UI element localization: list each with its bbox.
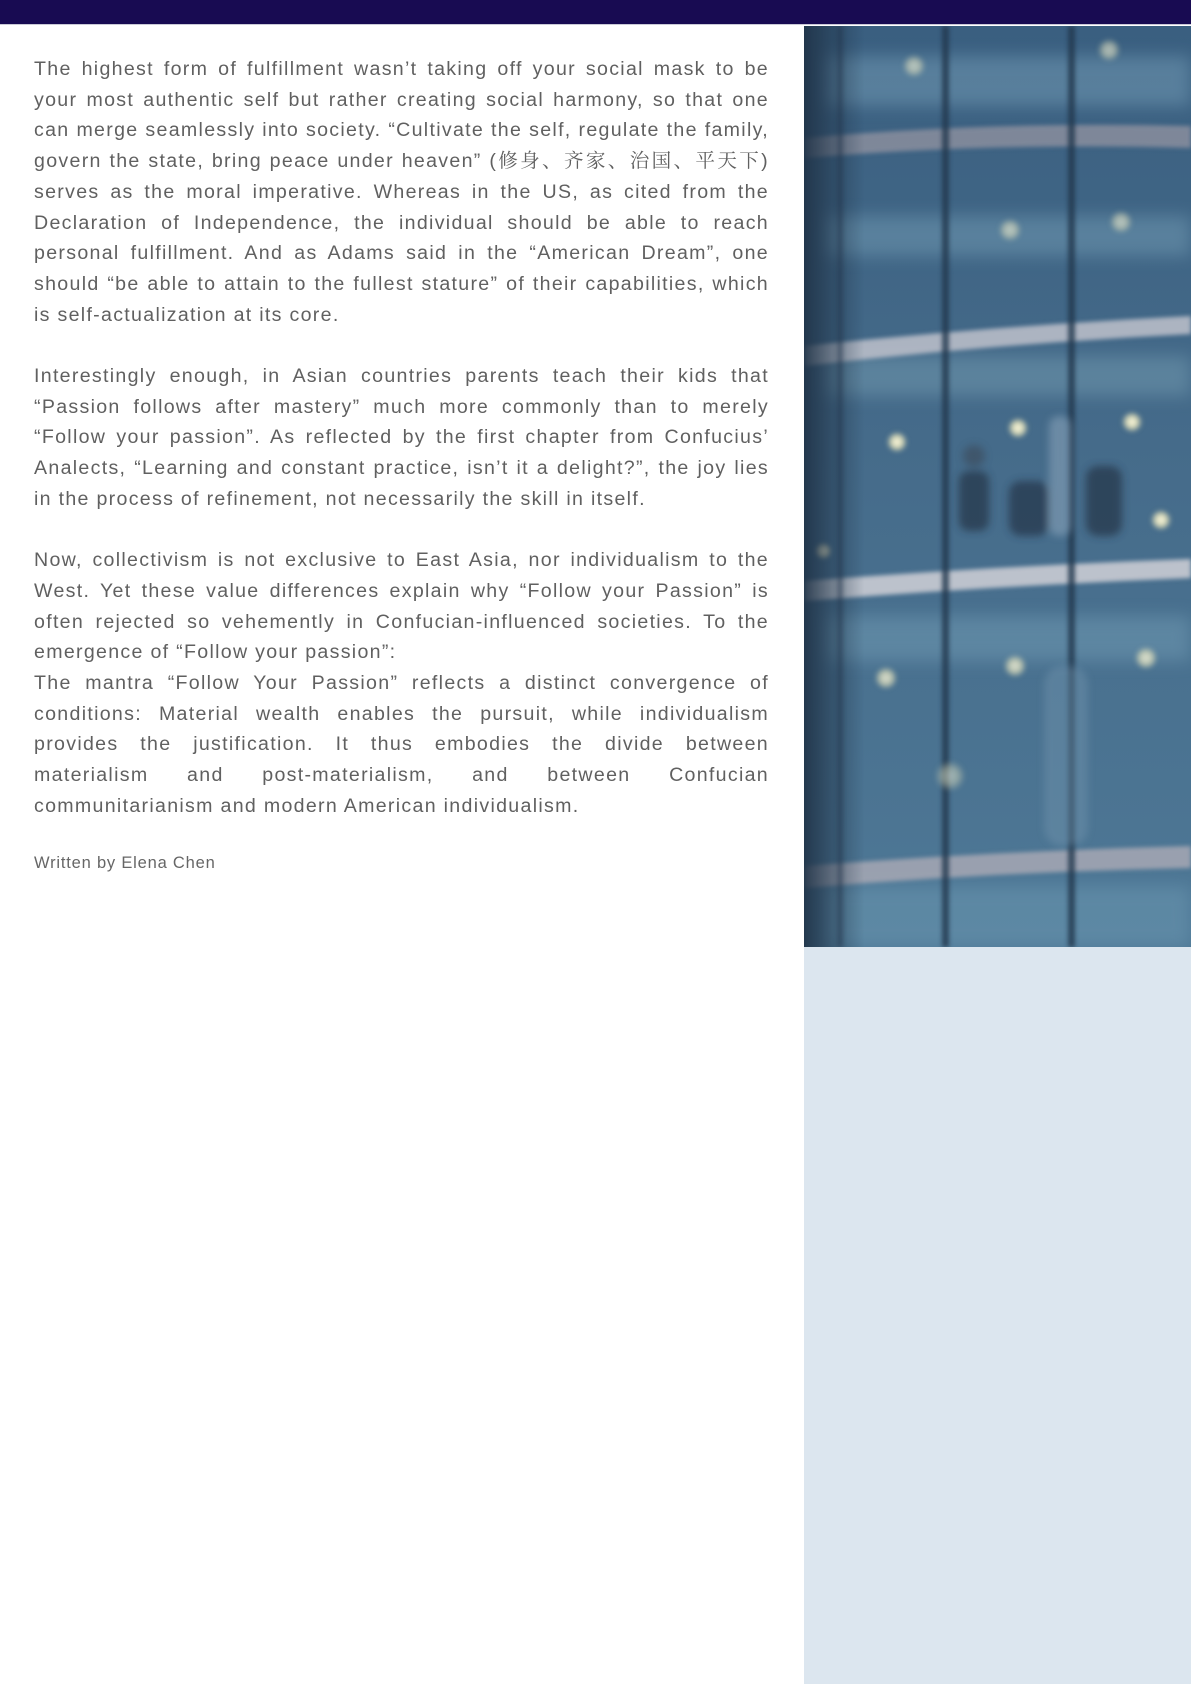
paragraph-1: The highest form of fulfillment wasn’t taking off your social mask to be your most authentic self but rather creating social harmony, so that one can merge seamlessly into society. “Cultivate the self, regulate the family, govern the state, bring peace under heaven” (修身、齐家、治国、平天下) serves as the moral imperative. Whereas in the US, as cited from the Declaration of Independence, the individual should be able to reach personal fulfillment. And as Adams said in the “American Dream”, one should “be able to attain to the fullest stature” of their capabilities, which is self-actualization at its core.	[34, 58, 769, 326]
top-bar	[0, 0, 1191, 25]
glass-facade-image	[804, 26, 1191, 947]
paragraph-4: The mantra “Follow Your Passion” reflects a distinct convergence of conditions: Material wealth enables the pursuit, while individualism provides the justification. It thus embodies the divide between materialism and post-materialism, and between Confucian communitarianism and modern American individualism.	[34, 672, 769, 817]
paragraph-3: Now, collectivism is not exclusive to East Asia, nor individualism to the West. Yet these value differences explain why “Follow your Passion” is often rejected so vehemently in Confucian-influenced societies. To the emergence of “Follow your passion”:	[34, 549, 769, 664]
paragraph-2: Interestingly enough, in Asian countries parents teach their kids that “Passion follows after mastery” much more commonly than to merely “Follow your passion”. As reflected by the first chapter from Confucius’ Analects, “Learning and constant practice, isn’t it a delight?”, the joy lies in the process of refinement, not necessarily the skill in itself.	[34, 365, 769, 510]
article-body	[34, 54, 769, 822]
byline: Written by Elena Chen	[34, 854, 216, 872]
side-photo	[804, 26, 1191, 947]
